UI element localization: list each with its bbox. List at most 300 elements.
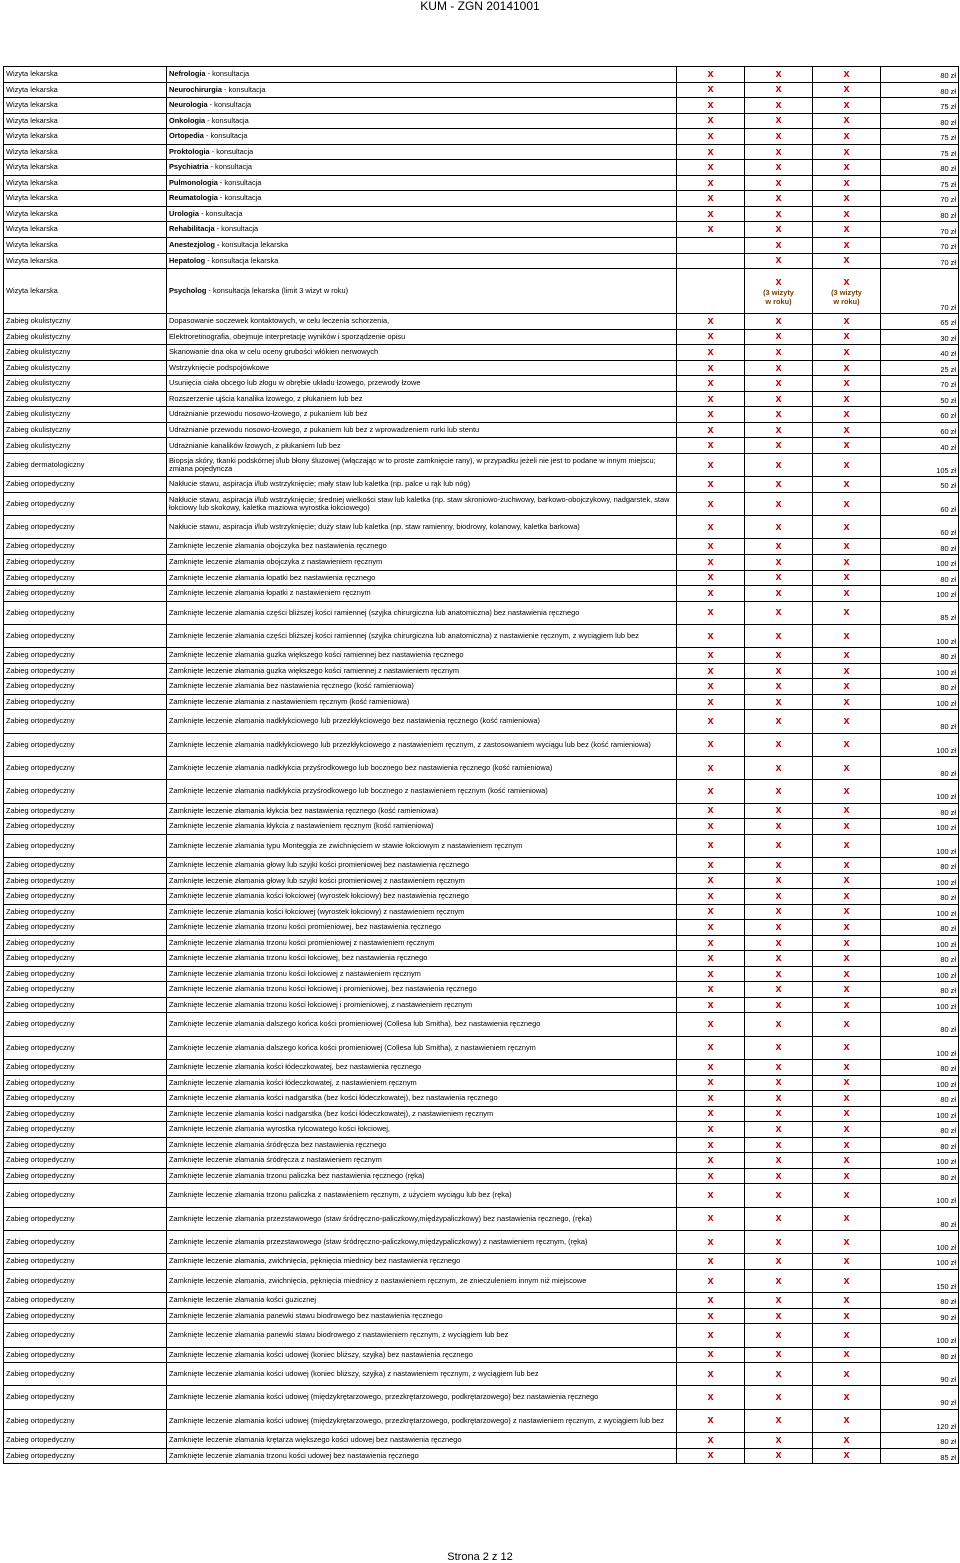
availability-cell [745,1168,813,1184]
service-type-cell: Zabieg ortopedyczny [4,1122,167,1138]
service-type-cell: Zabieg ortopedyczny [4,982,167,998]
included-mark: x [843,606,850,619]
availability-cell [677,422,745,438]
availability-cell [745,1075,813,1091]
service-type-cell: Zabieg ortopedyczny [4,570,167,586]
included-mark: x [707,819,714,832]
availability-cell [677,269,745,314]
service-type-cell: Zabieg ortopedyczny [4,819,167,835]
availability-cell [677,710,745,733]
included-mark: x [707,1041,714,1054]
service-type-cell: Zabieg ortopedyczny [4,858,167,874]
included-mark: x [775,905,782,918]
availability-cell [813,834,881,857]
service-description-cell [167,601,677,624]
table-row [4,1269,959,1292]
service-description: Zamknięte leczenie złamania trzonu paliczka z nastawieniem ręcznym, z użyciem wyciągu lub bez (ręka) [169,1190,512,1200]
price-cell: 100 zł [881,834,959,857]
page-header: KUM - ZGN 20141001 [420,0,540,13]
included-mark: x [775,1212,782,1225]
included-mark: x [775,952,782,965]
table-row [4,191,959,207]
availability-cell [745,648,813,664]
availability-cell [745,82,813,98]
availability-cell [745,624,813,647]
service-description-cell [167,1106,677,1122]
service-type-cell: Zabieg ortopedyczny [4,1409,167,1432]
included-mark: x [843,1367,850,1380]
service-description: Zamknięte leczenie złamania kości udowej (międzykrętarzowego, przezkrętarzowego, podkrętarzowego) bez nastawienia ręcznego [169,1392,599,1402]
service-description-cell [167,360,677,376]
availability-cell [745,1324,813,1347]
service-type-cell: Zabieg ortopedyczny [4,516,167,539]
price-cell: 90 zł [881,1363,959,1386]
table-row [4,951,959,967]
service-description: Dopasowanie soczewek kontaktowych, w celu leczenia schorzenia, [169,316,390,326]
service-description-cell [167,586,677,602]
included-mark: x [775,161,782,174]
service-type-cell: Zabieg ortopedyczny [4,1293,167,1309]
included-mark: x [843,1138,850,1151]
included-mark: x [707,1169,714,1182]
table-row [4,663,959,679]
availability-cell [813,144,881,160]
availability-cell [745,160,813,176]
included-mark: x [707,936,714,949]
included-mark: x [775,1091,782,1104]
availability-cell [677,570,745,586]
included-mark: x [843,1414,850,1427]
table-row [4,422,959,438]
availability-cell [677,858,745,874]
included-mark: x [775,967,782,980]
included-mark: x [775,1449,782,1462]
service-description: Zamknięte leczenie złamania typu Monteggia ze zwichnięciem w stawie łokciowym z nastawieniem ręcznym [169,840,523,850]
included-mark: x [843,1255,850,1268]
table-row [4,1231,959,1254]
service-type-cell: Zabieg ortopedyczny [4,904,167,920]
included-mark: x [775,1274,782,1287]
table-row [4,1324,959,1347]
service-type-cell: Zabieg okulistyczny [4,360,167,376]
included-mark: x [775,1433,782,1446]
service-description-cell [167,345,677,361]
availability-cell [677,1347,745,1363]
service-description-cell [167,858,677,874]
table-row [4,1308,959,1324]
availability-cell [813,329,881,345]
service-description-cell [167,710,677,733]
price-cell: 100 zł [881,694,959,710]
price-cell: 100 zł [881,819,959,835]
included-mark: x [843,804,850,817]
service-description: - konsultacja [214,224,259,234]
included-mark: x [843,439,850,452]
included-mark: x [843,223,850,236]
table-row [4,129,959,145]
service-type-cell: Zabieg ortopedyczny [4,1448,167,1464]
service-description-cell [167,1091,677,1107]
included-mark: x [707,1433,714,1446]
included-mark: x [775,664,782,677]
availability-cell [677,966,745,982]
service-description-cell [167,1075,677,1091]
availability-cell [745,966,813,982]
availability-cell [745,253,813,269]
visit-limit-note: w roku) [765,296,792,306]
service-description-cell [167,1409,677,1432]
price-cell: 40 zł [881,345,959,361]
included-mark: x [775,207,782,220]
availability-cell [813,904,881,920]
availability-cell [677,1060,745,1076]
visit-limit-note: (3 wizyty [831,287,862,297]
service-description: Zamknięte leczenie złamania, zwichnięcia, pęknięcia miednicy bez nastawienia ręcznego [169,1256,461,1266]
availability-cell [677,206,745,222]
price-cell: 100 zł [881,1184,959,1207]
service-description-cell [167,314,677,330]
availability-cell [813,1231,881,1254]
included-mark: x [707,98,714,111]
service-type-cell: Zabieg ortopedyczny [4,873,167,889]
service-description-cell [167,191,677,207]
table-row [4,757,959,780]
included-mark: x [707,649,714,662]
included-mark: x [843,889,850,902]
table-row [4,144,959,160]
service-description-cell [167,679,677,695]
service-type-cell: Zabieg ortopedyczny [4,492,167,515]
service-type-cell: Zabieg ortopedyczny [4,997,167,1013]
service-description-cell [167,873,677,889]
included-mark: x [707,408,714,421]
included-mark: x [843,176,850,189]
service-description-cell [167,1122,677,1138]
included-mark: x [843,361,850,374]
service-description: Zamknięte leczenie złamania trzonu kości łokciowej i promieniowej, z nastawieniem ręcznym [169,999,473,1009]
price-cell: 80 zł [881,1122,959,1138]
included-mark: x [843,1060,850,1073]
service-description-cell [167,757,677,780]
availability-cell [813,175,881,191]
service-description-cell [167,920,677,936]
service-type-cell: Zabieg okulistyczny [4,314,167,330]
included-mark: x [775,377,782,390]
availability-cell [745,663,813,679]
included-mark: x [775,392,782,405]
availability-cell [677,191,745,207]
availability-cell [813,206,881,222]
included-mark: x [775,680,782,693]
price-cell: 100 zł [881,780,959,803]
price-cell: 80 zł [881,757,959,780]
included-mark: x [707,330,714,343]
included-mark: x [707,423,714,436]
included-mark: x [843,1274,850,1287]
availability-cell [813,663,881,679]
table-row [4,376,959,392]
availability-cell [813,67,881,83]
service-description-cell [167,329,677,345]
service-type-cell: Zabieg ortopedyczny [4,951,167,967]
table-row [4,889,959,905]
availability-cell [813,360,881,376]
included-mark: x [707,1060,714,1073]
availability-cell [745,1231,813,1254]
availability-cell [677,1231,745,1254]
service-type-cell: Zabieg ortopedyczny [4,733,167,756]
service-description-cell [167,966,677,982]
service-description-cell [167,1060,677,1076]
included-mark: x [843,571,850,584]
included-mark: x [775,586,782,599]
included-mark: x [775,1328,782,1341]
availability-cell [813,819,881,835]
service-type-cell: Wizyta lekarska [4,269,167,314]
availability-cell [677,601,745,624]
included-mark: x [843,664,850,677]
price-cell: 100 zł [881,1036,959,1059]
included-mark: x [775,1309,782,1322]
included-mark: x [775,1414,782,1427]
included-mark: x [843,67,850,80]
price-cell: 80 zł [881,539,959,555]
included-mark: x [707,1255,714,1268]
specialty-name: Neurologia [169,100,208,110]
included-mark: x [775,1154,782,1167]
table-row [4,982,959,998]
included-mark: x [843,1348,850,1361]
service-description: Udrażnianie przewodu nosowo-łzowego, z pukaniem lub bez z wprowadzeniem rurki lub stentu [169,424,480,434]
included-mark: x [843,715,850,728]
table-row [4,1184,959,1207]
included-mark: x [707,1309,714,1322]
service-description: Zamknięte leczenie złamania kłykcia z nastawieniem ręcznym (kość ramieniowa) [169,821,434,831]
included-mark: x [707,540,714,553]
price-cell: 100 zł [881,733,959,756]
availability-cell [677,694,745,710]
availability-cell [745,679,813,695]
availability-cell [677,113,745,129]
service-description-cell [167,98,677,114]
service-description-cell [167,982,677,998]
price-cell: 60 zł [881,492,959,515]
availability-cell [813,422,881,438]
included-mark: x [707,1235,714,1248]
service-type-cell: Zabieg ortopedyczny [4,1433,167,1449]
price-table [3,66,959,1464]
price-cell: 70 zł [881,222,959,238]
availability-cell [677,663,745,679]
service-description: Zamknięte leczenie złamania trzonu kości łokciowej z nastawieniem ręcznym [169,968,421,978]
included-mark: x [775,784,782,797]
service-description-cell [167,1231,677,1254]
included-mark: x [707,784,714,797]
service-description-cell [167,175,677,191]
price-cell: 80 zł [881,1293,959,1309]
service-description-cell [167,1036,677,1059]
included-mark: x [843,377,850,390]
included-mark: x [775,629,782,642]
availability-cell [677,1324,745,1347]
availability-cell [745,951,813,967]
price-cell: 60 zł [881,516,959,539]
availability-cell [745,904,813,920]
service-description: Zamknięte leczenie złamania kości udowej (koniec bliższy, szyjka) z nastawieniem ręcznym, z wyciągiem lub bez [169,1369,539,1379]
visit-limit-note: w roku) [833,296,860,306]
service-description-cell [167,222,677,238]
included-mark: x [707,345,714,358]
table-row [4,648,959,664]
service-description: Usunięcia ciała obcego lub złogu w obrębie układu łzowego, przewody łzowe [169,378,421,388]
included-mark: x [775,1138,782,1151]
availability-cell [745,345,813,361]
included-mark: x [775,1060,782,1073]
price-cell: 80 zł [881,889,959,905]
availability-cell [677,951,745,967]
table-row [4,206,959,222]
service-description-cell [167,834,677,857]
included-mark: x [775,1391,782,1404]
included-mark: x [707,1293,714,1306]
availability-cell [813,1153,881,1169]
availability-cell [813,1293,881,1309]
table-row [4,238,959,254]
included-mark: x [843,680,850,693]
included-mark: x [843,478,850,491]
availability-cell [745,920,813,936]
service-description-cell [167,997,677,1013]
included-mark: x [843,1154,850,1167]
service-type-cell: Zabieg ortopedyczny [4,1013,167,1036]
availability-cell [745,407,813,423]
availability-cell [745,129,813,145]
price-cell: 80 zł [881,1347,959,1363]
included-mark: x [775,998,782,1011]
table-row [4,222,959,238]
service-description-cell [167,694,677,710]
service-description: Udrażnianie kanalików łzowych, z płukaniem lub bez [169,440,341,450]
included-mark: x [843,586,850,599]
visit-limit-note: (3 wizyty [763,287,794,297]
table-row [4,1207,959,1230]
included-mark: x [775,114,782,127]
included-mark: x [707,629,714,642]
service-type-cell: Zabieg ortopedyczny [4,555,167,571]
price-cell: 70 zł [881,376,959,392]
availability-cell [813,1409,881,1432]
availability-cell [813,391,881,407]
price-cell: 90 zł [881,1308,959,1324]
availability-cell [745,1293,813,1309]
service-description: Zamknięte leczenie złamania kości guzicznej [169,1295,317,1305]
availability-cell [745,1184,813,1207]
availability-cell [677,819,745,835]
availability-cell [677,360,745,376]
service-type-cell: Wizyta lekarska [4,222,167,238]
availability-cell [813,1207,881,1230]
service-description: Zamknięte leczenie złamania panewki stawu biodrowego z nastawieniem ręcznym, z wyciągiem lub bez [169,1330,509,1340]
service-description: - konsultacja [217,193,262,203]
included-mark: x [707,606,714,619]
table-row [4,694,959,710]
service-description: Zamknięte leczenie złamania łopatki z nastawieniem ręcznym [169,588,371,598]
service-description-cell [167,803,677,819]
availability-cell [677,1433,745,1449]
price-cell: 25 zł [881,360,959,376]
included-mark: x [707,478,714,491]
service-description-cell [167,1308,677,1324]
included-mark: x [707,1123,714,1136]
included-mark: x [843,314,850,327]
included-mark: x [775,145,782,158]
included-mark: x [707,1348,714,1361]
availability-cell [677,391,745,407]
included-mark: x [843,1169,850,1182]
service-type-cell: Wizyta lekarska [4,144,167,160]
service-type-cell: Wizyta lekarska [4,253,167,269]
price-cell: 80 zł [881,570,959,586]
availability-cell [813,1254,881,1270]
availability-cell [745,834,813,857]
table-row [4,586,959,602]
availability-cell [813,191,881,207]
service-description: Zamknięte leczenie złamania kości udowej (międzykrętarzowego, przezkrętarzowego, podkrętarzowego) z nastawieniem ręcznym, z wyciągiem lub bez [169,1415,664,1425]
included-mark: x [843,920,850,933]
availability-cell [677,67,745,83]
price-cell: 80 zł [881,82,959,98]
service-type-cell: Zabieg ortopedyczny [4,1036,167,1059]
availability-cell [813,586,881,602]
service-type-cell: Zabieg okulistyczny [4,329,167,345]
included-mark: x [707,161,714,174]
availability-cell [745,803,813,819]
included-mark: x [843,1107,850,1120]
service-type-cell: Wizyta lekarska [4,82,167,98]
availability-cell [813,82,881,98]
included-mark: x [707,680,714,693]
service-type-cell: Zabieg ortopedyczny [4,889,167,905]
service-description: Nakłucie stawu, aspiracja i/lub wstrzyknięcie; średniej wielkości staw lub kaletka (np. staw skroniowo-żuchwowy, barkowo-obojczykowy, nadgarstek, staw łokciowy lub skokowy, kaletka maziowa wyrostka łokciowego) [169,494,670,513]
table-row [4,570,959,586]
price-cell: 100 zł [881,624,959,647]
availability-cell [745,1386,813,1409]
price-cell: 80 zł [881,1168,959,1184]
included-mark: x [843,98,850,111]
included-mark: x [843,1091,850,1104]
availability-cell [745,757,813,780]
availability-cell [677,376,745,392]
included-mark: x [707,145,714,158]
service-type-cell: Zabieg ortopedyczny [4,477,167,493]
service-type-cell: Zabieg ortopedyczny [4,1254,167,1270]
availability-cell [813,1386,881,1409]
specialty-name: Urologia [169,208,199,218]
availability-cell [677,873,745,889]
table-row [4,904,959,920]
included-mark: x [843,555,850,568]
included-mark: x [843,1189,850,1202]
service-description: Zamknięte leczenie złamania nadkłykciowego lub przezkłykciowego z nastawieniem ręcznym, z zastosowaniem wyciągu lub bez (kość ramieniowa) [169,739,651,749]
included-mark: x [707,392,714,405]
price-cell: 30 zł [881,329,959,345]
service-type-cell: Zabieg okulistyczny [4,345,167,361]
price-cell: 80 zł [881,710,959,733]
price-cell: 100 zł [881,1106,959,1122]
availability-cell [745,1409,813,1432]
price-cell: 50 zł [881,477,959,493]
service-description: Zamknięte leczenie złamania panewki stawu biodrowego bez nastawienia ręcznego [169,1310,443,1320]
